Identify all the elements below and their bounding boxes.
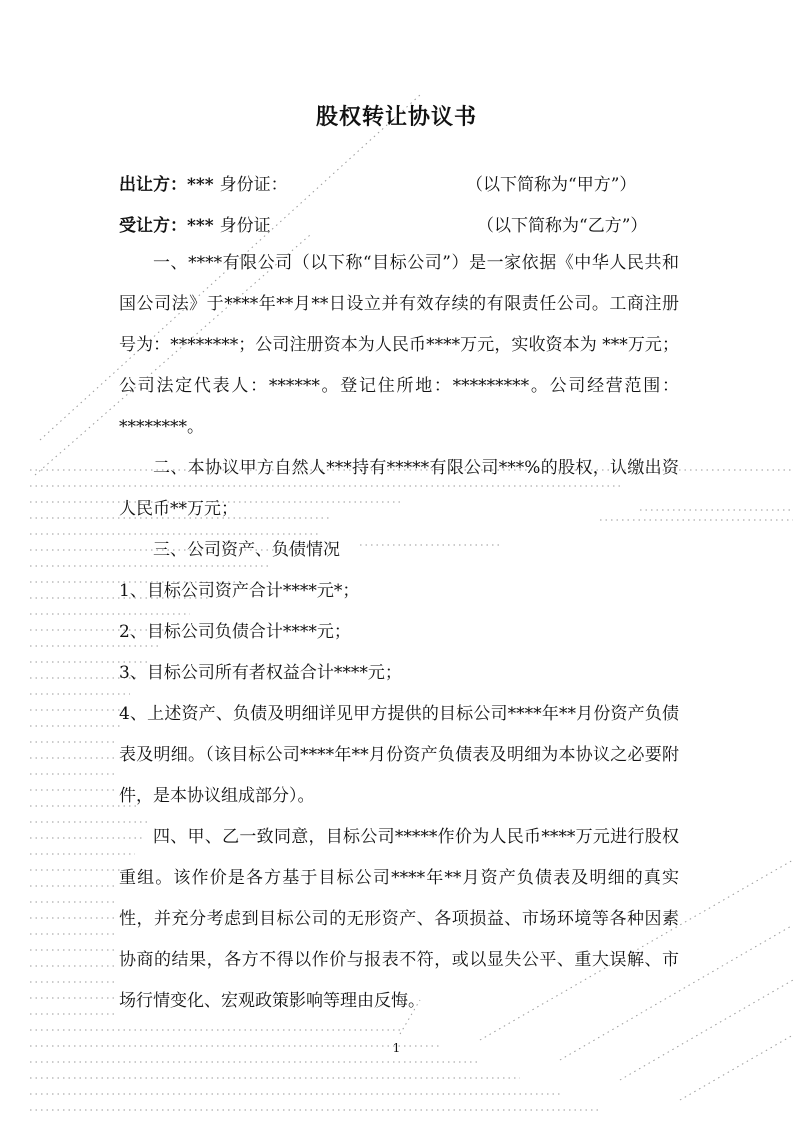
paragraph-assets-heading: 三、公司资产、负债情况 <box>153 540 340 560</box>
paragraph-item-3: 3、目标公司所有者权益合计****元； <box>119 663 402 683</box>
paragraph-target-company: 一、****有限公司（以下称“目标公司”）是一家依据《中华人民共和国公司法》于****年**月**日设立并有效存续的有限责任公司。工商注册号为：********；公司注册资本为人民币****万元，实收资本为 ***万元；公司法定代表人：******。登记住所地：*********。公司经营范围：********。 <box>119 253 679 437</box>
paragraph-item-2: 2、目标公司负债合计****元； <box>119 622 351 642</box>
paragraph-item-1: 1、目标公司资产合计****元*； <box>119 581 360 601</box>
transferee-alias: （以下简称为“乙方”） <box>477 216 648 236</box>
document-title: 股权转让协议书 <box>315 104 477 130</box>
transferee-id-label: 身份证 <box>219 216 271 236</box>
transferor-line <box>119 170 637 195</box>
transferor-label: 出让方：*** <box>119 175 220 195</box>
paragraph-equity-holding: 二、本协议甲方自然人***持有*****有限公司***%的股权，认缴出资人民币**万元； <box>119 458 679 519</box>
transferor-id-label: 身份证： <box>219 175 288 195</box>
page-number: 1 <box>392 1041 401 1055</box>
transferee-line <box>119 211 648 236</box>
paragraph-item-4: 4、上述资产、负债及明细详见甲方提供的目标公司****年**月份资产负债表及明细。（该目标公司****年**月份资产负债表及明细为本协议之必要附件，是本协议组成部分）。 <box>119 704 679 806</box>
transferor-alias: （以下简称为“甲方”） <box>466 175 637 195</box>
paragraph-valuation: 四、甲、乙一致同意，目标公司*****作价为人民币****万元进行股权重组。该作价是各方基于目标公司****年**月资产负债表及明细的真实性，并充分考虑到目标公司的无形资产、各项损益、市场环境等各种因素协商的结果，各方不得以作价与报表不符，或以显失公平、重大误解、市场行情变化、宏观政策影响等理由反悔。 <box>119 827 679 1011</box>
document-body <box>119 243 679 1022</box>
transferee-label: 受让方：*** <box>119 216 220 236</box>
